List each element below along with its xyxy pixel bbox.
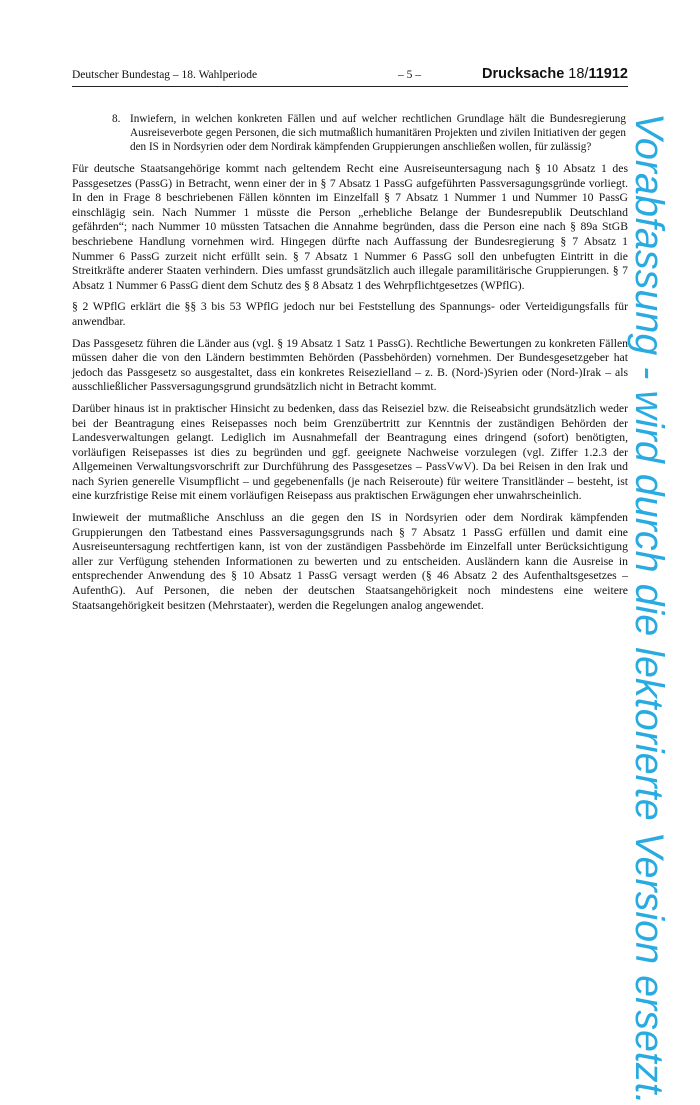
header-parliament-period: Deutscher Bundestag – 18. Wahlperiode [72,69,258,81]
answer-paragraph: § 2 WPflG erklärt die §§ 3 bis 53 WPflG jedoch nur bei Feststellung des Spannungs- oder Verteidigungsfalls für anwendbar. [72,300,628,328]
document-body [72,112,628,620]
header-page-number: – 5 – [398,69,421,81]
question-text: Inwiefern, in welchen konkreten Fällen und auf welcher rechtlichen Grundlage hält die Bundesregierung Ausreiseverbote gegen Personen, die sich mutmaßlich humanitären Projekten und zivilen Initiativen der gegen den IS in Nordsyrien oder dem Nordirak kämpfenden Gruppierungen anschließen wollen, für zulässig? [130,113,626,153]
preliminary-version-watermark: Vorabfassung - wird durch die lektorierte Version ersetzt. [627,113,671,1105]
drucksache-label: Drucksache [482,66,565,82]
drucksache-number-prefix: 18/ [568,66,589,82]
answer-paragraph: Das Passgesetz führen die Länder aus (vgl. § 19 Absatz 1 Satz 1 PassG). Rechtliche Bewertungen zu konkreten Fällen müssen daher die von den Ländern bestimmten Behörden (Passbehörden) vornehmen. Der Bundesgesetzgeber hat jedoch das Passgesetz so ausgestaltet, dass ein konkretes Reisezielland – z. B. (Nord-)Syrien oder (Nord-)Irak – als ausschließlicher Passversagungsgrund grundsätzlich nicht in Betracht kommt. [72,336,628,394]
answer-paragraph: Darüber hinaus ist in praktischer Hinsicht zu bedenken, dass das Reiseziel bzw. die Reiseabsicht grundsätzlich weder bei der Beantragung eines Reisepasses noch beim Grenzübertritt zur Kenntnis der zuständigen Behörden der Landesverwaltungen gelangt. Lediglich im Ausnahmefall der Beantragung eines dringend (sofort) benötigten, vorläufigen Reisepasses ist dies zu begründen und ggf. geeignete Nachweise vorzulegen (vgl. Ziffer 1.2.3 der Allgemeinen Verwaltungsvorschrift zur Durchführung des Passgesetzes – PassVwV). Da bei Reisen in den Irak und nach Syrien generelle Visumpflicht – und gegebenenfalls (je nach Reiseroute) für weitere Transitländer – besteht, ist eine kurzfristige Reise mit einem vorläufigen Reisepass aus praktischen Erwägungen eher unwahrscheinlich. [72,401,628,503]
question-number: 8. [112,113,121,125]
page-header [72,66,628,87]
answer-paragraph: Für deutsche Staatsangehörige kommt nach geltendem Recht eine Ausreiseuntersagung nach § 10 Absatz 1 des Passgesetzes (PassG) in Betracht, wenn einer der in § 7 Absatz 1 PassG aufgeführten Passversagungsgründe vorliegt. In den in Frage 8 beschriebenen Fällen könnten im Einzelfall § 7 Absatz 1 Nummer 1 und Nummer 10 PassG einschlägig sein. Nach Nummer 1 müsste die Person „erhebliche Belange der Bundesrepublik Deutschland gefährden“; nach Nummer 10 müssten Tatsachen die Annahme begründen, dass die Person eine nach § 89a StGB beschriebene Handlung vornehmen wird. Hingegen dürfte nach Auffassung der Bundesregierung § 7 Absatz 1 Nummer 6 PassG zurzeit nicht erfüllt sein. § 7 Absatz 1 Nummer 6 PassG soll den unbefugten Eintritt in die Streitkräfte anderer Staaten verhindern. Dies umfasst grundsätzlich auch illegale paramilitärische Gruppierungen. § 7 Absatz 1 Nummer 6 PassG dient dem Schutz des § 8 Absatz 1 des Wehrpflichtgesetzes (WPflG). [72,162,628,292]
drucksache-number: 11912 [588,66,628,82]
question-block [72,112,628,154]
answer-paragraph: Inwieweit der mutmaßliche Anschluss an die gegen den IS in Nordsyrien oder dem Nordirak kämpfenden Gruppierungen den Tatbestand eines Passversagungsgrunds nach § 7 Absatz 1 PassG erfüllen und damit eine Ausreiseuntersagung rechtfertigen kann, ist von der zuständigen Passbehörde im Einzelfall unter Berücksichtigung aller zur Verfügung stehenden Informationen zu bewerten und zu entscheiden. Ausländern kann die Ausreise in entsprechender Anwendung des § 10 Absatz 1 PassG versagt werden (§ 46 Absatz 2 des Aufenthaltsgesetzes – AufenthG). Auf Personen, die neben der deutschen Staatsangehörigkeit noch mindestens eine weitere Staatsangehörigkeit besitzen (Mehrstaater), werden die Regelungen analog angewendet. [72,511,628,612]
header-drucksache [482,66,628,82]
